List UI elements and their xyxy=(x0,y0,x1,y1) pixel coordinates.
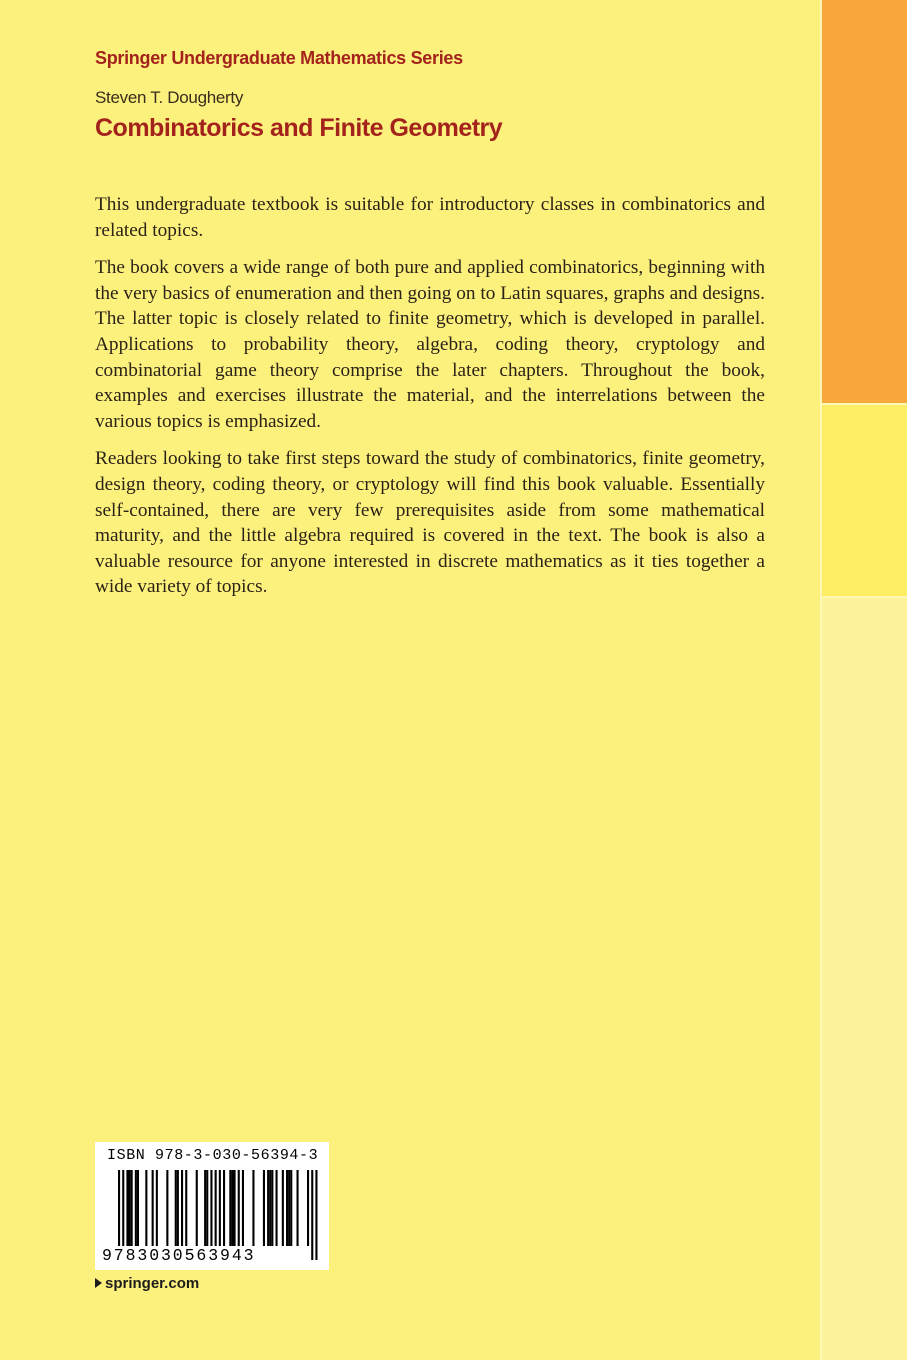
strip-divider xyxy=(820,0,822,1360)
barcode-bar xyxy=(185,1170,187,1246)
blurb-paragraph: The book covers a wide range of both pure and applied combinatorics, beginning with the very basics of enumeration and then going on to Latin squares, graphs and designs. The latter topic is closely related to finite geometry, which is developed in parallel. Applications to probability theory, algebra, coding theory, cryptology and combinatorial game theory comprise the later chapters. Throughout the book, examples and exercises illustrate the material, and the interrelations between the various topics is emphasized. xyxy=(95,257,765,432)
barcode-bar xyxy=(137,1170,139,1246)
publisher-website[interactable] xyxy=(95,1275,199,1292)
barcode-bar xyxy=(126,1170,128,1246)
ean-digits: 9783030563943 xyxy=(102,1246,256,1265)
barcode-bar xyxy=(145,1170,147,1246)
barcode-bar xyxy=(286,1170,288,1246)
isbn-label: ISBN 978-3-030-56394-3 xyxy=(107,1147,319,1164)
series-name: Springer Undergraduate Mathematics Series xyxy=(95,48,463,68)
barcode-bar xyxy=(307,1170,309,1246)
barcode-bar xyxy=(311,1170,313,1260)
barcode-bar xyxy=(315,1170,317,1260)
barcode-bar xyxy=(166,1170,168,1246)
barcode-bar xyxy=(229,1170,231,1246)
barcode-bar xyxy=(196,1170,198,1246)
barcode-bar xyxy=(210,1170,212,1246)
barcode-bar xyxy=(297,1170,299,1246)
strip-divider xyxy=(822,403,907,405)
barcode-bar xyxy=(175,1170,177,1246)
pale-color-strip xyxy=(822,598,907,1360)
barcode-bar xyxy=(288,1170,290,1246)
barcode-bar xyxy=(269,1170,271,1246)
blurb-paragraph: Readers looking to take first steps toward the study of combinatorics, finite geometry, design theory, coding theory, or cryptology will find this book valuable. Essentially self-contained, there are very few prerequisites aside from some mathematical maturity, and the little algebra required is covered in the text. The book is also a valuable resource for anyone interested in discrete mathematics as it ties together a wide variety of topics. xyxy=(95,448,765,598)
barcode-bar xyxy=(181,1170,183,1246)
website-label: springer.com xyxy=(105,1275,200,1292)
barcode-bar xyxy=(135,1170,137,1246)
barcode-bar xyxy=(267,1170,269,1246)
barcode-bar xyxy=(242,1170,244,1246)
barcode-bar xyxy=(152,1170,154,1246)
description-blurb xyxy=(95,192,765,612)
barcode-bar xyxy=(290,1170,292,1246)
barcode-bar xyxy=(231,1170,233,1246)
barcode-bar xyxy=(129,1170,131,1246)
yellow-color-strip xyxy=(822,405,907,596)
isbn-barcode xyxy=(95,1142,329,1270)
barcode-bar xyxy=(204,1170,206,1246)
book-title: Combinatorics and Finite Geometry xyxy=(95,114,503,142)
barcode-bar xyxy=(271,1170,273,1246)
barcode-bar xyxy=(177,1170,179,1246)
barcode-bar xyxy=(234,1170,236,1246)
blurb-paragraph: This undergraduate textbook is suitable for introductory classes in combinatorics and related topics. xyxy=(95,194,765,241)
barcode-bar xyxy=(156,1170,158,1246)
barcode-bar xyxy=(131,1170,133,1246)
barcode-bar xyxy=(238,1170,240,1246)
barcode-bar xyxy=(263,1170,265,1246)
triangle-right-icon xyxy=(95,1278,102,1288)
barcode-bar xyxy=(282,1170,284,1246)
barcode-bar xyxy=(223,1170,225,1246)
orange-color-strip xyxy=(822,0,907,403)
strip-divider xyxy=(822,596,907,598)
author-name: Steven T. Dougherty xyxy=(95,88,244,107)
barcode-bar xyxy=(206,1170,208,1246)
barcode-bar xyxy=(252,1170,254,1246)
barcode-bar xyxy=(276,1170,278,1246)
